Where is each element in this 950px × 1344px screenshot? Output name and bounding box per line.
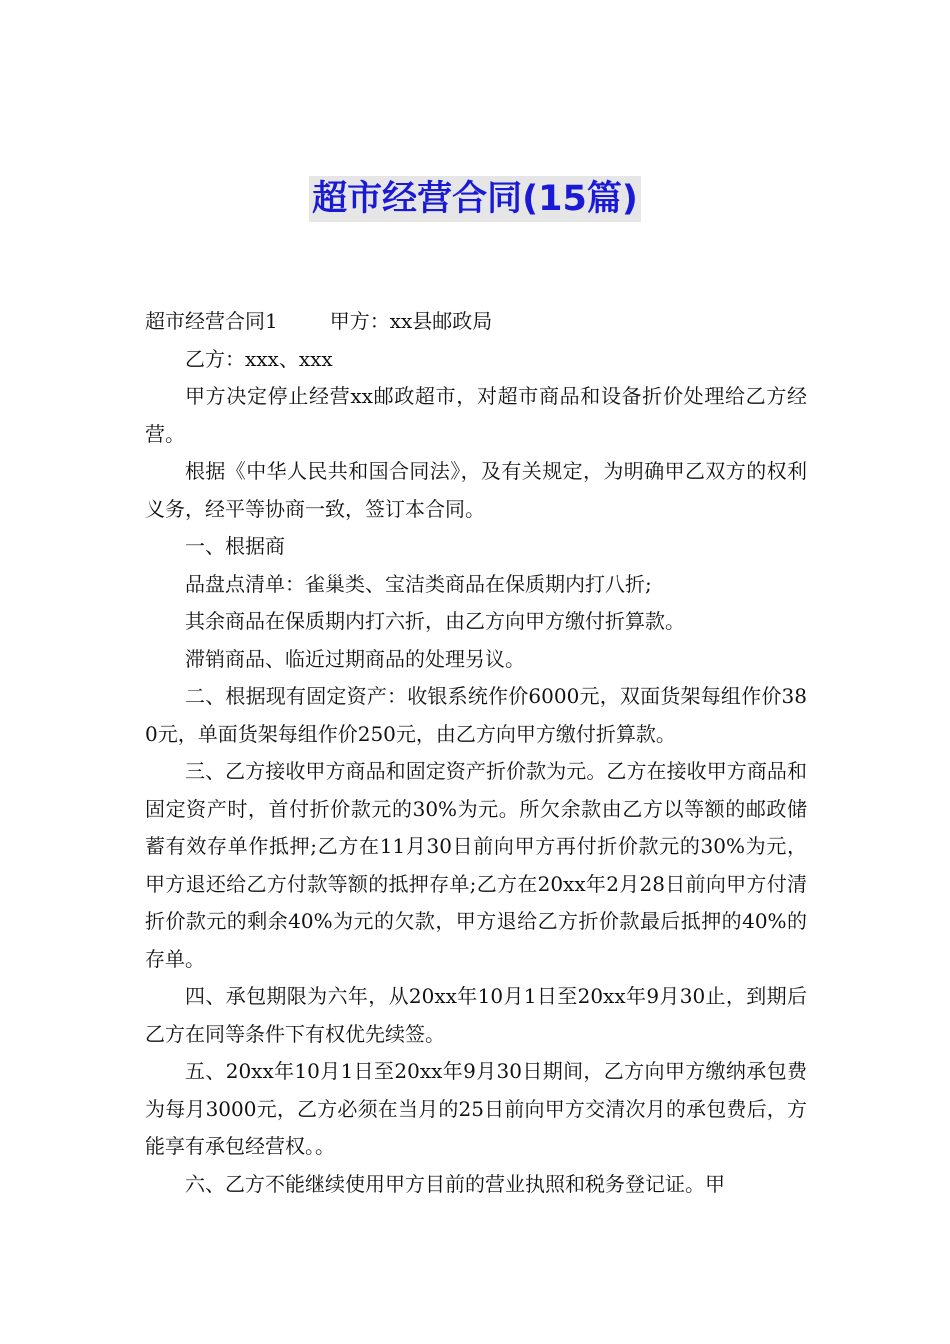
paragraph: 甲方决定停止经营xx邮政超市，对超市商品和设备折价处理给乙方经营。 <box>145 384 807 446</box>
paragraph: 五、20xx年10月1日至20xx年9月30日期间，乙方向甲方缴纳承包费为每月3000元，乙方必须在当月的25日前向甲方交清次月的承包费后，方能享有承包经营权。。 <box>145 1059 807 1158</box>
first-line <box>145 303 807 341</box>
paragraph: 其余商品在保质期内打六折，由乙方向甲方缴付折算款。 <box>185 609 685 633</box>
document-body <box>145 303 807 1203</box>
paragraph: 二、根据现有固定资产：收银系统作价6000元，双面货架每组作价380元，单面货架每组作价250元，由乙方向甲方缴付折算款。 <box>145 684 807 746</box>
document-title: 超市经营合同(15篇) <box>309 176 641 222</box>
paragraph: 品盘点清单：雀巢类、宝洁类商品在保质期内打八折; <box>185 571 652 596</box>
heading-label: 超市经营合同1 <box>145 309 278 333</box>
paragraph: 三、乙方接收甲方商品和固定资产折价款为元。乙方在接收甲方商品和固定资产时，首付折价款元的30%为元。所欠余款由乙方以等额的邮政储蓄有效存单作抵押;乙方在11月30日前向甲方再付折价款元的30%为元，甲方退还给乙方付款等额的抵押存单;乙方在20xx年2月28日前向甲方付清折价款元的剩余40%为元的欠款，甲方退给乙方折价款最后抵押的40%的存单。 <box>145 759 807 971</box>
paragraph: 一、根据商 <box>185 534 285 558</box>
party-a: 甲方：xx县邮政局 <box>329 309 493 333</box>
paragraph: 滞销商品、临近过期商品的处理另议。 <box>185 646 525 671</box>
title-container <box>0 176 950 222</box>
paragraph: 乙方：xxx、xxx <box>185 346 333 371</box>
paragraph: 四、承包期限为六年，从20xx年10月1日至20xx年9月30止，到期后乙方在同等条件下有权优先续签。 <box>145 984 807 1046</box>
paragraph: 根据《中华人民共和国合同法》，及有关规定，为明确甲乙双方的权利义务，经平等协商一致，签订本合同。 <box>145 459 807 521</box>
paragraph: 六、乙方不能继续使用甲方目前的营业执照和税务登记证。甲 <box>185 1171 725 1196</box>
